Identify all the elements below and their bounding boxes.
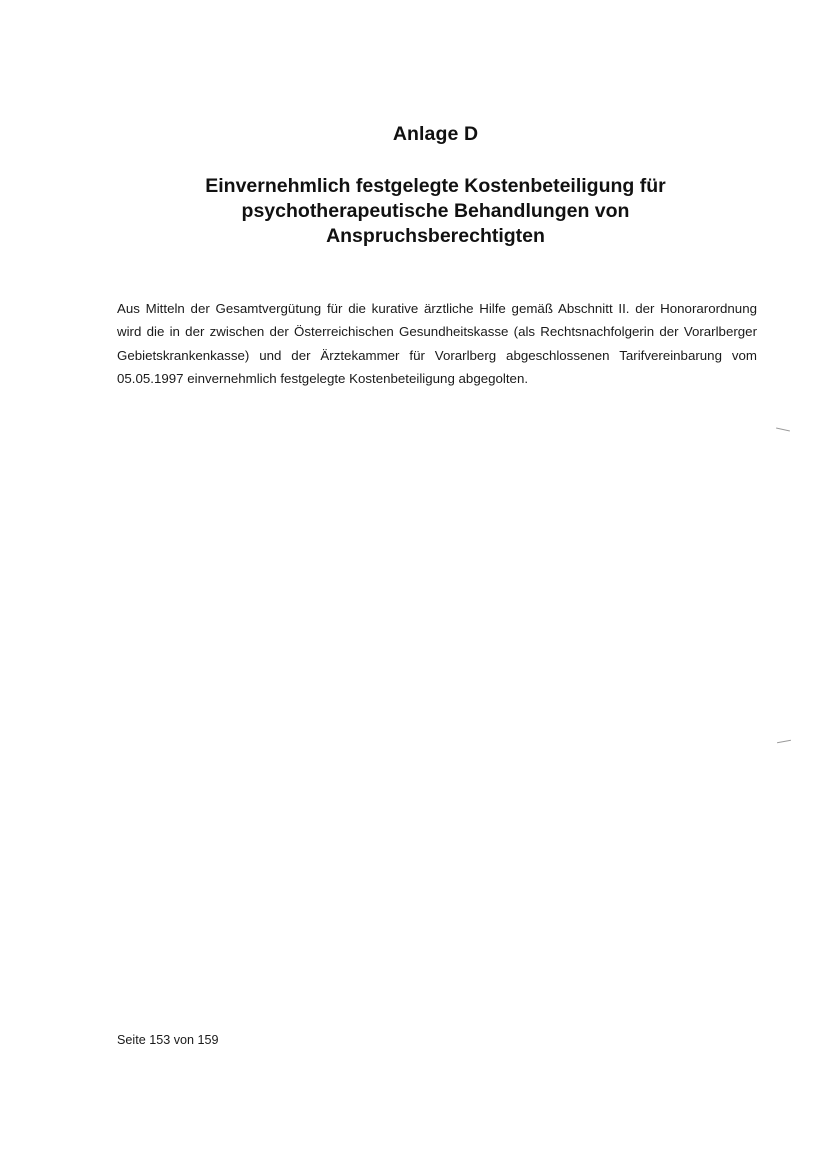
title-line: Anspruchsberechtigten [326, 225, 545, 247]
title-line: Einvernehmlich festgelegte Kostenbeteiligung für [205, 175, 666, 197]
page-number: Seite 153 von 159 [117, 1033, 219, 1047]
annex-heading: Anlage D [392, 123, 479, 145]
scan-artifact [776, 428, 790, 432]
body-paragraph: Aus Mitteln der Gesamtvergütung für die kurative ärztliche Hilfe gemäß Abschnitt II. der Honorarordnung wird die in der zwischen der Österreichischen Gesundheitskasse (als Rechtsnachfolgerin der Vorarlberger Gebietskrankenkasse) und der Ärztekammer für Vorarlberg abgeschlossenen Tarifvereinbarung vom 05.05.1997 einvernehmlich festgelegte Kostenbeteiligung abgegolten. [117, 301, 757, 387]
document-title [0, 174, 827, 249]
title-line: psychotherapeutische Behandlungen von [241, 200, 630, 222]
scan-artifact [777, 740, 791, 743]
